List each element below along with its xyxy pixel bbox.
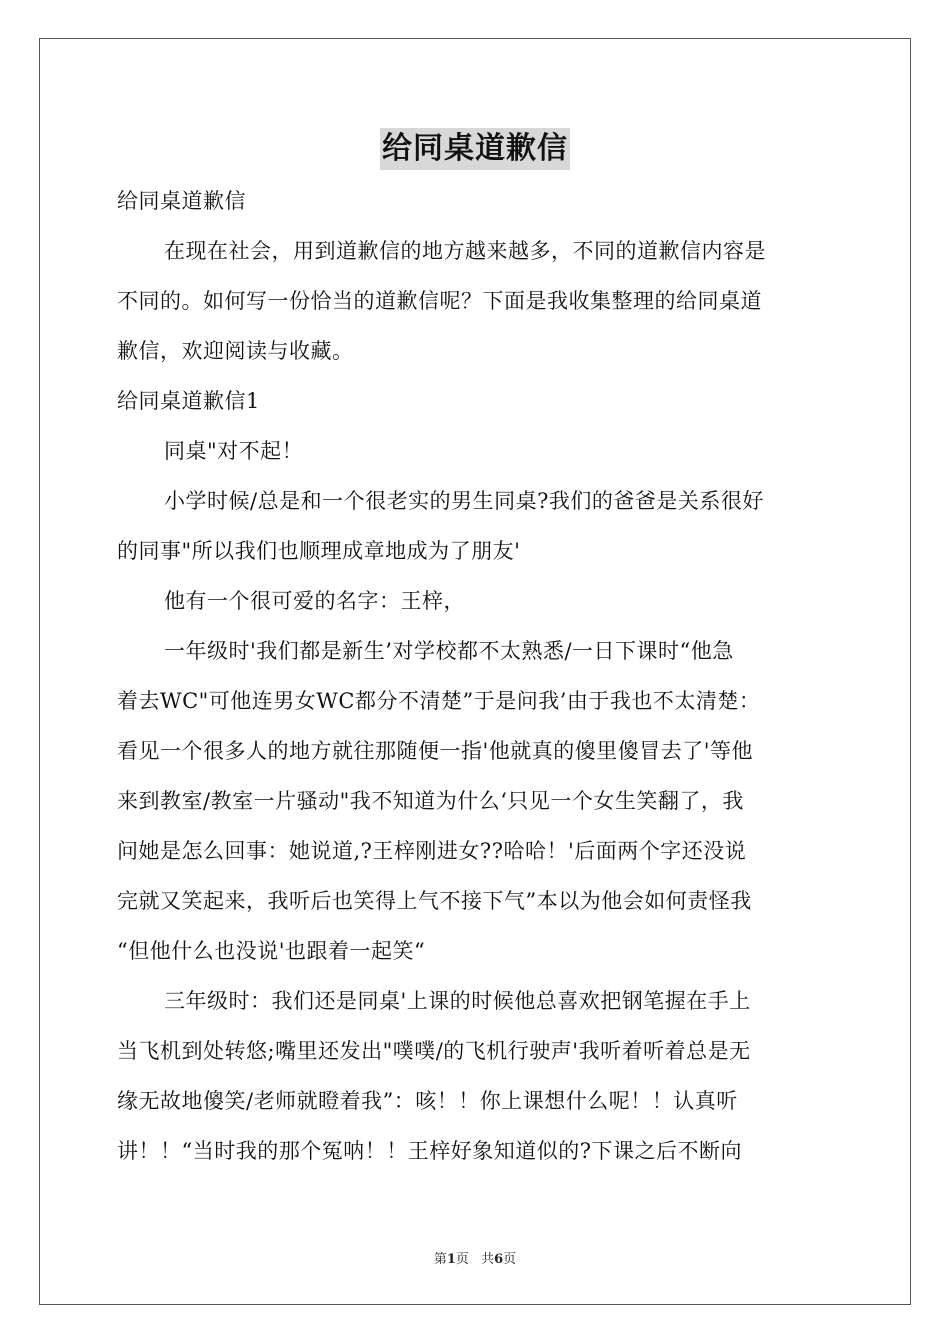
total-pages-indicator: 共6页 bbox=[481, 1252, 517, 1267]
title-container bbox=[0, 128, 950, 170]
total-pages: 6 bbox=[494, 1252, 504, 1267]
text-line: 小学时候/总是和一个很老实的男生同桌?我们的爸爸是关系很好 bbox=[164, 489, 764, 513]
text-line: 歉信，欢迎阅读与收藏。 bbox=[117, 339, 354, 363]
text-line: 看见一个很多人的地方就往那随便一指'他就真的傻里傻冒去了'等他 bbox=[117, 739, 754, 763]
document-body bbox=[117, 176, 837, 1176]
page-number: 1 bbox=[446, 1252, 456, 1267]
text-line: 完就又笑起来，我听后也笑得上气不接下气”本以为他会如何责怪我 bbox=[117, 889, 752, 913]
text-line: 在现在社会，用到道歉信的地方越来越多，不同的道歉信内容是 bbox=[164, 239, 766, 263]
text-line: 给同桌道歉信1 bbox=[117, 389, 260, 413]
text-line: 三年级时：我们还是同桌'上课的时候他总喜欢把钢笔握在手上 bbox=[164, 989, 751, 1013]
text-line: 着去WC"可他连男女WC都分不清楚”于是问我’由于我也不太清楚： bbox=[117, 689, 761, 713]
text-line: 讲！！“当时我的那个冤呐！！王梓好象知道似的?下课之后不断向 bbox=[117, 1139, 742, 1163]
text-line: 他有一个很可爱的名字：王梓， bbox=[164, 589, 465, 613]
text-line: 给同桌道歉信 bbox=[117, 189, 246, 213]
text-line: 同桌"对不起！ bbox=[164, 439, 304, 463]
text-line: “但他什么也没说'也跟着一起笑“ bbox=[117, 939, 426, 963]
text-line: 不同的。如何写一份恰当的道歉信呢？下面是我收集整理的给同桌道 bbox=[117, 289, 762, 313]
text-line: 的同事"所以我们也顺理成章地成为了朋友' bbox=[117, 539, 521, 563]
text-line: 一年级时'我们都是新生’对学校都不太熟悉/一日下课时“他急 bbox=[164, 639, 734, 663]
page-indicator: 第1页 bbox=[433, 1252, 469, 1267]
text-line: 缘无故地傻笑/老师就瞪着我”：咳！！你上课想什么呢！！认真听 bbox=[117, 1089, 738, 1113]
text-line: 问她是怎么回事：她说道,?王梓刚进女??哈哈！'后面两个字还没说 bbox=[117, 839, 747, 863]
document-title: 给同桌道歉信 bbox=[380, 128, 570, 170]
text-line: 当飞机到处转悠;嘴里还发出"噗噗/的飞机行驶声'我听着听着总是无 bbox=[117, 1039, 751, 1063]
page-footer bbox=[0, 1248, 950, 1267]
text-line: 来到教室/教室一片骚动"我不知道为什么‘只见一个女生笑翻了，我 bbox=[117, 789, 744, 813]
